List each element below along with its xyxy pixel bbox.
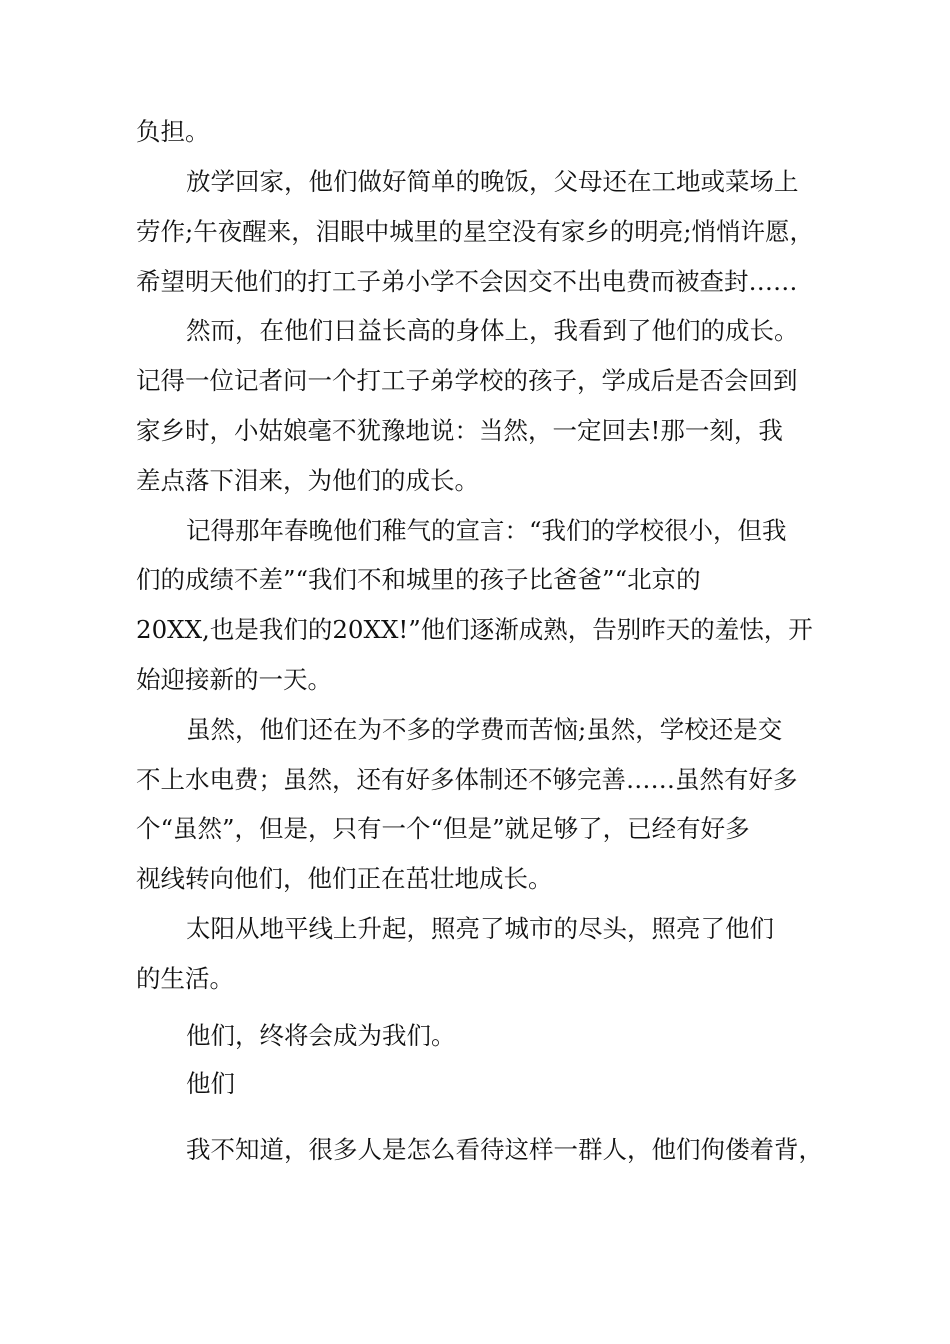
text-line: 负担。 <box>136 117 210 146</box>
paragraph-start: 放学回家，他们做好简单的晚饭，父母还在工地或菜场上 <box>186 167 799 196</box>
text-line: 不上水电费；虽然，还有好多体制还不够完善……虽然有好多 <box>136 765 798 794</box>
paragraph-start: 我不知道，很多人是怎么看待这样一群人，他们佝偻着背， <box>186 1135 823 1164</box>
text-line: 差点落下泪来，为他们的成长。 <box>136 466 479 495</box>
section-heading: 他们 <box>186 1069 235 1098</box>
paragraph-start: 记得那年春晚他们稚气的宣言：“我们的学校很小，但我 <box>186 516 787 545</box>
text-line: 个“虽然”，但是，只有一个“但是”就足够了，已经有好多 <box>136 814 750 843</box>
text-line: 20XX,也是我们的20XX!”他们逐渐成熟，告别昨天的羞怯，开 <box>136 615 813 644</box>
text-line: 始迎接新的一天。 <box>136 665 332 694</box>
text-line: 的生活。 <box>136 964 234 993</box>
paragraph-start: 太阳从地平线上升起，照亮了城市的尽头，照亮了他们 <box>186 914 774 943</box>
paragraph-start: 然而，在他们日益长高的身体上，我看到了他们的成长。 <box>186 316 799 345</box>
text-line: 希望明天他们的打工子弟小学不会因交不出电费而被查封…… <box>136 267 798 296</box>
paragraph-start: 虽然，他们还在为不多的学费而苦恼;虽然，学校还是交 <box>186 715 783 744</box>
text-line: 劳作;午夜醒来，泪眼中城里的星空没有家乡的明亮;悄悄许愿， <box>136 217 815 246</box>
paragraph-start: 他们，终将会成为我们。 <box>186 1021 456 1050</box>
text-line: 家乡时，小姑娘毫不犹豫地说：当然，一定回去!那一刻，我 <box>136 416 783 445</box>
text-line: 们的成绩不差”“我们不和城里的孩子比爸爸”“北京的 <box>136 565 701 594</box>
text-line: 记得一位记者问一个打工子弟学校的孩子，学成后是否会回到 <box>136 366 798 395</box>
text-line: 视线转向他们，他们正在茁壮地成长。 <box>136 864 553 893</box>
